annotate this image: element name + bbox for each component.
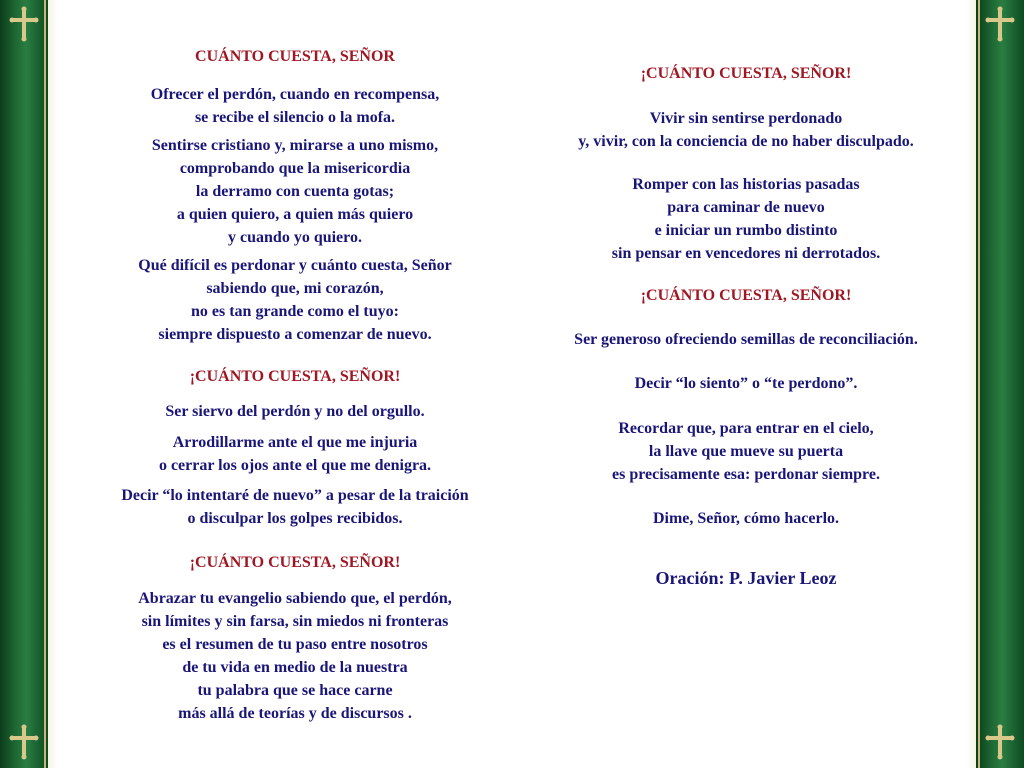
verse-line: y, vivir, con la conciencia de no haber disculpado. bbox=[578, 133, 914, 150]
verse-line: la llave que mueve su puerta bbox=[648, 443, 844, 460]
verse-line: la derramo con cuenta gotas; bbox=[195, 183, 395, 200]
verse-line: o disculpar los golpes recibidos. bbox=[187, 510, 403, 527]
verse-line: más allá de teorías y de discursos . bbox=[178, 705, 412, 722]
stanza bbox=[82, 83, 508, 129]
verse-line: y cuando yo quiero. bbox=[228, 229, 362, 246]
stanza bbox=[526, 328, 966, 351]
stanza bbox=[82, 254, 508, 346]
section-title: ¡CUÁNTO CUESTA, SEÑOR! bbox=[189, 554, 401, 571]
cross-icon bbox=[985, 724, 1015, 760]
verse-line: tu palabra que se hace carne bbox=[197, 682, 393, 699]
verse-line: siempre dispuesto a comenzar de nuevo. bbox=[158, 326, 432, 343]
verse-line: Arrodillarme ante el que me injuria bbox=[172, 434, 418, 451]
verse-line: Ser generoso ofreciendo semillas de reconciliación. bbox=[574, 331, 918, 348]
verse-line: Ser siervo del perdón y no del orgullo. bbox=[165, 403, 425, 420]
verse-line: a quien quiero, a quien más quiero bbox=[176, 206, 414, 223]
verse-line: Decir “lo intentaré de nuevo” a pesar de la traición bbox=[121, 487, 469, 504]
verse-line: e iniciar un rumbo distinto bbox=[654, 222, 838, 239]
verse-line: Dime, Señor, cómo hacerlo. bbox=[652, 510, 840, 527]
section-title: ¡CUÁNTO CUESTA, SEÑOR! bbox=[640, 65, 852, 82]
verse-line: Sentirse cristiano y, mirarse a uno mismo, bbox=[151, 137, 439, 154]
verse-line: Recordar que, para entrar en el cielo, bbox=[618, 420, 874, 437]
verse-line: Decir “lo siento” o “te perdono”. bbox=[634, 375, 858, 392]
prayer-credit: Oración: P. Javier Leoz bbox=[655, 568, 837, 588]
cross-icon bbox=[985, 6, 1015, 42]
right-border bbox=[976, 0, 1024, 768]
section-title: CUÁNTO CUESTA, SEÑOR bbox=[195, 48, 395, 65]
verse-line: es precisamente esa: perdonar siempre. bbox=[612, 466, 880, 483]
stanza bbox=[526, 173, 966, 265]
stanza bbox=[82, 400, 508, 423]
verse-line: o cerrar los ojos ante el que me denigra. bbox=[158, 457, 432, 474]
verse-line: sabiendo que, mi corazón, bbox=[206, 280, 384, 297]
verse-line: Ofrecer el perdón, cuando en recompensa, bbox=[150, 86, 440, 103]
stanza bbox=[526, 507, 966, 530]
verse-line: para caminar de nuevo bbox=[667, 199, 825, 216]
stanza bbox=[82, 134, 508, 249]
verse-line: Romper con las historias pasadas bbox=[632, 176, 860, 193]
cross-icon bbox=[9, 724, 39, 760]
stanza bbox=[526, 417, 966, 486]
verse-line: sin pensar en vencedores ni derrotados. bbox=[611, 245, 881, 262]
verse-line: Abrazar tu evangelio sabiendo que, el perdón, bbox=[138, 590, 452, 607]
left-border-edge bbox=[48, 0, 58, 768]
stanza bbox=[526, 107, 966, 153]
stanza bbox=[82, 431, 508, 477]
verse-line: sin límites y sin farsa, sin miedos ni fronteras bbox=[141, 613, 449, 630]
left-border bbox=[0, 0, 48, 768]
verse-line: no es tan grande como el tuyo: bbox=[191, 303, 399, 320]
section-title: ¡CUÁNTO CUESTA, SEÑOR! bbox=[640, 287, 852, 304]
stanza bbox=[82, 587, 508, 725]
section-title: ¡CUÁNTO CUESTA, SEÑOR! bbox=[189, 368, 401, 385]
verse-line: Vivir sin sentirse perdonado bbox=[649, 110, 843, 127]
stanza bbox=[526, 372, 966, 395]
verse-line: Qué difícil es perdonar y cuánto cuesta, Señor bbox=[138, 257, 452, 274]
cross-icon bbox=[9, 6, 39, 42]
verse-line: es el resumen de tu paso entre nosotros bbox=[162, 636, 428, 653]
stanza bbox=[82, 484, 508, 530]
right-border-edge bbox=[966, 0, 976, 768]
verse-line: comprobando que la misericordia bbox=[179, 160, 411, 177]
verse-line: se recibe el silencio o la mofa. bbox=[194, 109, 396, 126]
verse-line: de tu vida en medio de la nuestra bbox=[182, 659, 408, 676]
